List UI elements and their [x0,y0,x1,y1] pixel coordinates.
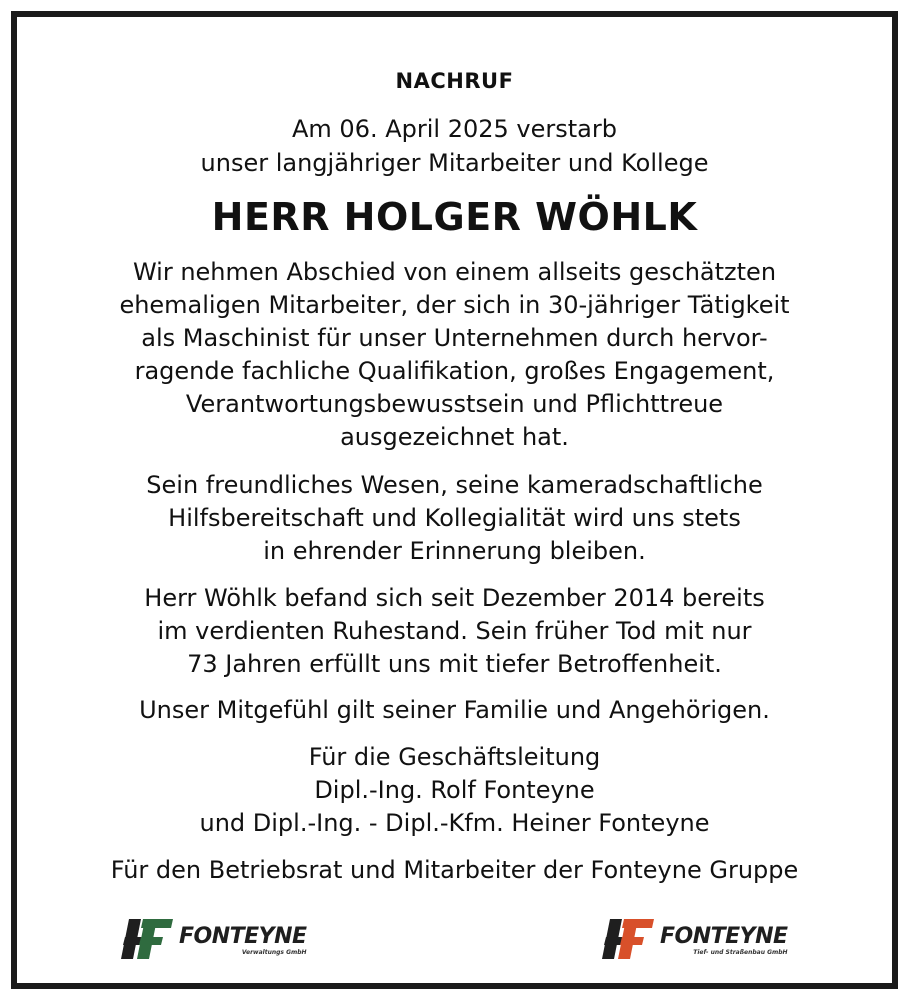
notice-heading: NACHRUF [395,69,514,93]
text-line: Wir nehmen Abschied von einem allseits geschätzten [132,258,777,286]
text-line: Hilfsbereitschaft und Kollegialität wird uns stets [168,504,741,532]
paragraph-character [17,469,892,568]
paragraph-condolence [17,694,892,727]
text-line: ehemaligen Mitarbeiter, der sich in 30-jähriger Tätigkeit [119,291,790,319]
signature-line: Dipl.-Ing. Rolf Fonteyne [314,776,595,804]
logo-wordmark: FONTEYNE [179,924,307,949]
fonteyne-mark-icon [600,915,656,963]
text-line: Sein freundliches Wesen, seine kameradschaftliche [146,471,763,499]
logo-subtitle: Tief- und Straßenbau GmbH [693,949,788,956]
signature-line: Für die Geschäftsleitung [308,743,601,771]
logo-wordmark: FONTEYNE [660,924,788,949]
notice-content [17,17,892,983]
text-line: Verantwortungsbewusstsein und Pflichttreue [185,390,724,418]
text-line: ausgezeichnet hat. [340,423,569,451]
text-line: ragende fachliche Qualifikation, großes Engagement, [134,357,775,385]
logo-subtitle: Verwaltungs GmbH [241,949,307,956]
intro-line: unser langjähriger Mitarbeiter und Kollege [200,149,709,177]
notice-border [11,11,898,989]
paragraph-retirement [17,582,892,681]
text-line: Unser Mitgefühl gilt seiner Familie und Angehörigen. [139,696,770,724]
text-line: Herr Wöhlk befand sich seit Dezember 2014 bereits [144,584,765,612]
signature-block [17,741,892,840]
intro-text [17,112,892,180]
fonteyne-tiefbau-logo [600,913,788,965]
text-line: in ehrender Erinnerung bleiben. [263,537,646,565]
paragraph-farewell [17,256,892,454]
fonteyne-mark-icon [119,915,175,963]
deceased-name: HERR HOLGER WÖHLK [211,195,698,239]
text-line: 73 Jahren erfüllt uns mit tiefer Betroffenheit. [187,650,722,678]
fonteyne-verwaltung-logo [119,913,307,965]
closing-line: Für den Betriebsrat und Mitarbeiter der Fonteyne Gruppe [110,856,799,884]
text-line: im verdienten Ruhestand. Sein früher Tod mit nur [157,617,752,645]
intro-line: Am 06. April 2025 verstarb [292,115,617,143]
signature-line: und Dipl.-Ing. - Dipl.-Kfm. Heiner Fonteyne [199,809,710,837]
text-line: als Maschinist für unser Unternehmen durch hervor- [141,324,768,352]
